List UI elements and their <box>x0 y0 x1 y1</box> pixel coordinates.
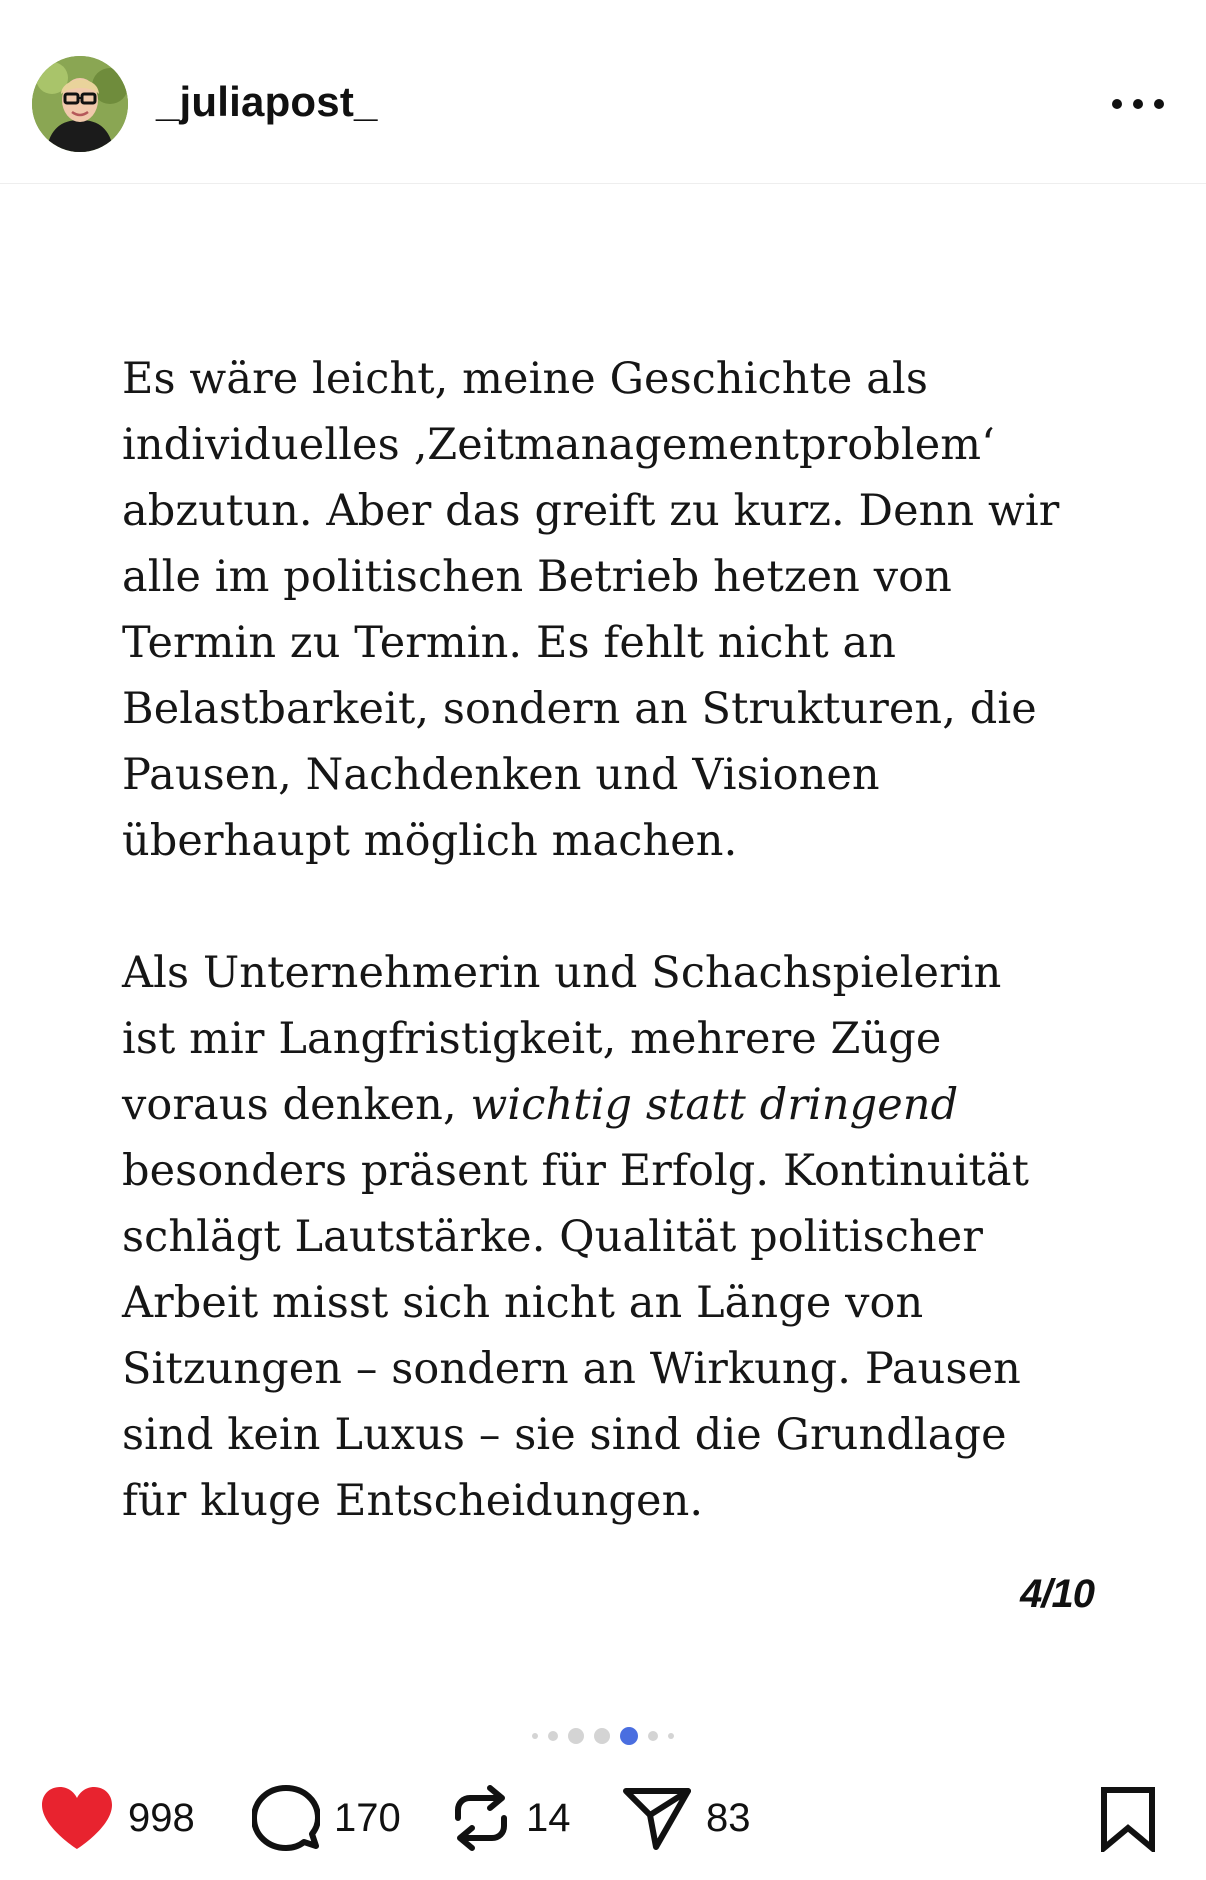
like-count: 998 <box>128 1795 195 1840</box>
slide-counter: 4/10 <box>1020 1572 1094 1616</box>
carousel-dot <box>594 1728 610 1744</box>
comment-icon <box>252 1784 320 1852</box>
avatar[interactable] <box>32 56 128 152</box>
dot-icon <box>1112 99 1122 109</box>
share-button[interactable] <box>622 1780 751 1856</box>
post-paragraph-1: Es wäre leicht, meine Geschichte als individuelles ‚Zeitmanagementproblem‘ abzutun. Aber das greift zu kurz. Denn wir alle im politischen Betrieb hetzen von Termin zu Termin. Es fehlt nicht an Belastbarkeit, sondern an Strukturen, die Pausen, Nachdenken und Visionen überhaupt möglich machen. <box>122 354 1060 866</box>
comment-button[interactable] <box>252 1780 401 1856</box>
paragraph-2-emphasis: wichtig statt dringend <box>470 1080 959 1130</box>
carousel-dot <box>548 1731 558 1741</box>
repost-icon <box>450 1784 512 1852</box>
bookmark-icon <box>1098 1786 1158 1852</box>
paragraph-2-text-a: Als Unternehmerin und Schachspielerin ist mir Langfristigkeit, mehrere Züge voraus denken, <box>122 948 1002 1130</box>
send-icon <box>622 1785 692 1851</box>
share-count: 83 <box>706 1795 751 1840</box>
repost-count: 14 <box>526 1795 571 1840</box>
post-text <box>122 346 1102 1534</box>
dot-icon <box>1133 99 1143 109</box>
username[interactable]: _juliapost_ <box>156 78 378 125</box>
post-header <box>0 0 1206 184</box>
post-paragraph-2 <box>122 940 1102 1534</box>
carousel-dot <box>568 1728 584 1744</box>
paragraph-2-text-b: besonders präsent für Erfolg. Kontinuität schlägt Lautstärke. Qualität politischer Arbeit misst sich nicht an Länge von Sitzungen – sondern an Wirkung. Pausen sind kein Luxus – sie sind die Grundlage für kluge Entscheidungen. <box>122 1146 1029 1526</box>
carousel-indicator <box>0 1724 1206 1748</box>
carousel-dot <box>648 1731 658 1741</box>
heart-icon <box>40 1785 114 1851</box>
profile-photo-icon <box>32 56 128 152</box>
bookmark-button[interactable] <box>1098 1786 1158 1856</box>
carousel-dot-active <box>620 1727 638 1745</box>
repost-button[interactable] <box>450 1780 571 1856</box>
ellipsis-icon[interactable] <box>1112 92 1164 116</box>
like-button[interactable] <box>40 1780 195 1856</box>
carousel-dot <box>668 1733 674 1739</box>
dot-icon <box>1154 99 1164 109</box>
action-bar <box>0 1780 1206 1856</box>
carousel-dot <box>532 1733 538 1739</box>
comment-count: 170 <box>334 1795 401 1840</box>
